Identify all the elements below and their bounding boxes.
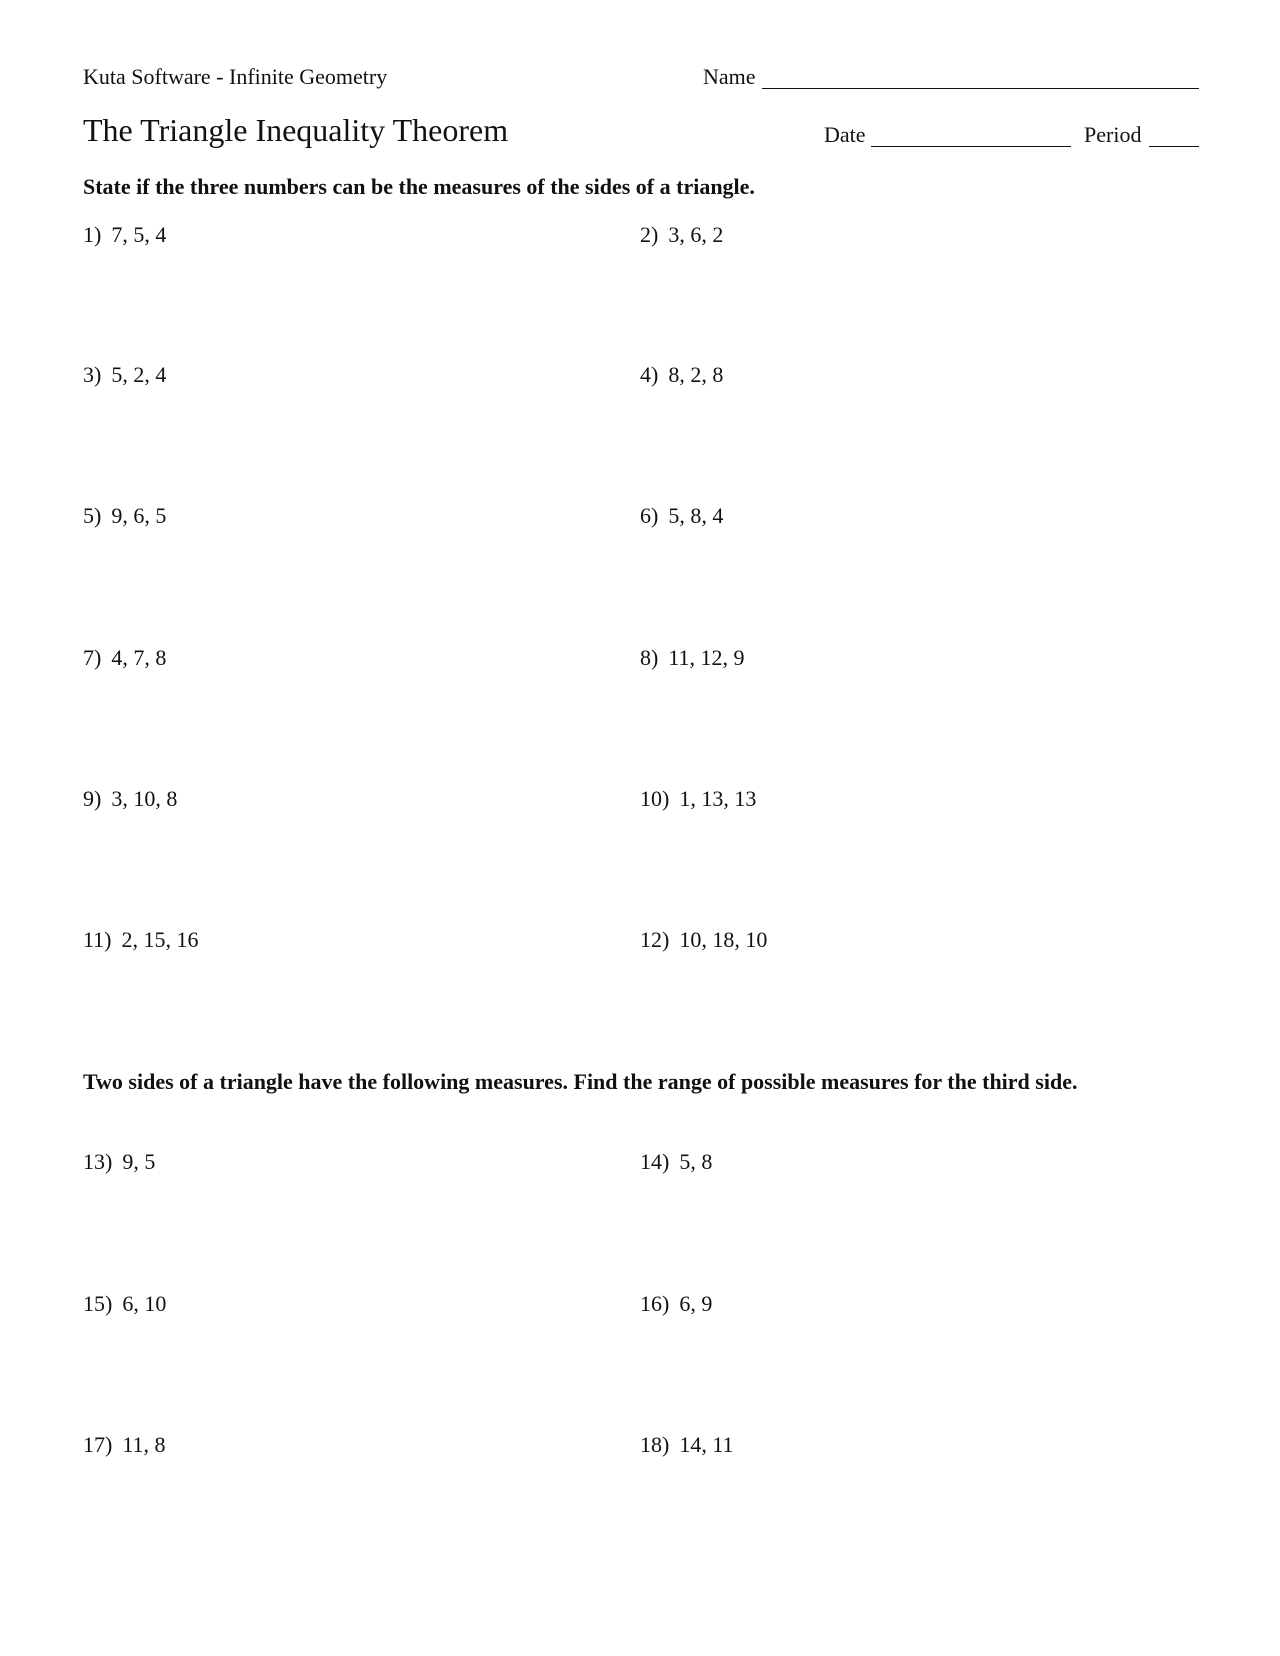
section-1-instruction: State if the three numbers can be the measures of the sides of a triangle. <box>83 174 755 199</box>
software-name: Kuta Software - Infinite Geometry <box>83 64 388 89</box>
problem-text: 10, 18, 10 <box>679 927 768 952</box>
problem-6 <box>640 503 723 529</box>
problem-7 <box>83 645 166 671</box>
problem-number: 12) <box>640 927 670 952</box>
problem-text: 1, 13, 13 <box>679 786 757 811</box>
problem-number: 17) <box>83 1432 113 1457</box>
problem-number: 11) <box>83 927 112 952</box>
problem-text: 4, 7, 8 <box>111 645 167 670</box>
problem-text: 9, 6, 5 <box>111 503 167 528</box>
name-label: Name <box>703 64 756 89</box>
problem-4 <box>640 362 723 388</box>
problem-text: 11, 12, 9 <box>668 645 745 670</box>
problem-number: 10) <box>640 786 670 811</box>
problem-text: 5, 8 <box>679 1149 713 1174</box>
name-line <box>762 88 1199 89</box>
problem-number: 14) <box>640 1149 670 1174</box>
problem-16 <box>640 1291 712 1317</box>
problem-number: 5) <box>83 503 102 528</box>
problem-number: 3) <box>83 362 102 387</box>
period-line <box>1149 146 1199 147</box>
problem-5 <box>83 503 166 529</box>
problem-number: 7) <box>83 645 102 670</box>
problem-number: 15) <box>83 1291 113 1316</box>
problem-12 <box>640 927 767 953</box>
problem-text: 3, 10, 8 <box>111 786 178 811</box>
section-2-instruction: Two sides of a triangle have the following measures. Find the range of possible measures for the third side. <box>83 1069 1078 1094</box>
period-label: Period <box>1084 122 1142 147</box>
problem-2 <box>640 222 723 248</box>
problem-number: 16) <box>640 1291 670 1316</box>
date-label: Date <box>824 122 866 147</box>
problem-text: 9, 5 <box>122 1149 156 1174</box>
problem-3 <box>83 362 166 388</box>
problem-text: 6, 10 <box>122 1291 167 1316</box>
problem-number: 9) <box>83 786 102 811</box>
problem-9 <box>83 786 177 812</box>
problem-number: 13) <box>83 1149 113 1174</box>
problem-number: 4) <box>640 362 659 387</box>
problem-number: 2) <box>640 222 659 247</box>
problem-number: 18) <box>640 1432 670 1457</box>
problem-11 <box>83 927 199 953</box>
problem-text: 11, 8 <box>122 1432 166 1457</box>
problem-8 <box>640 645 745 671</box>
problem-text: 5, 2, 4 <box>111 362 167 387</box>
problem-13 <box>83 1149 155 1175</box>
problem-14 <box>640 1149 712 1175</box>
problem-number: 1) <box>83 222 102 247</box>
problem-15 <box>83 1291 166 1317</box>
problem-number: 8) <box>640 645 659 670</box>
problem-text: 3, 6, 2 <box>668 222 724 247</box>
problem-number: 6) <box>640 503 659 528</box>
problem-text: 7, 5, 4 <box>111 222 167 247</box>
problem-text: 5, 8, 4 <box>668 503 724 528</box>
problem-text: 8, 2, 8 <box>668 362 724 387</box>
problem-17 <box>83 1432 166 1458</box>
problem-1 <box>83 222 166 248</box>
problem-18 <box>640 1432 734 1458</box>
problem-text: 14, 11 <box>679 1432 734 1457</box>
worksheet-title: The Triangle Inequality Theorem <box>83 112 509 148</box>
problem-text: 6, 9 <box>679 1291 713 1316</box>
problem-10 <box>640 786 756 812</box>
date-line <box>871 146 1071 147</box>
problem-text: 2, 15, 16 <box>121 927 199 952</box>
